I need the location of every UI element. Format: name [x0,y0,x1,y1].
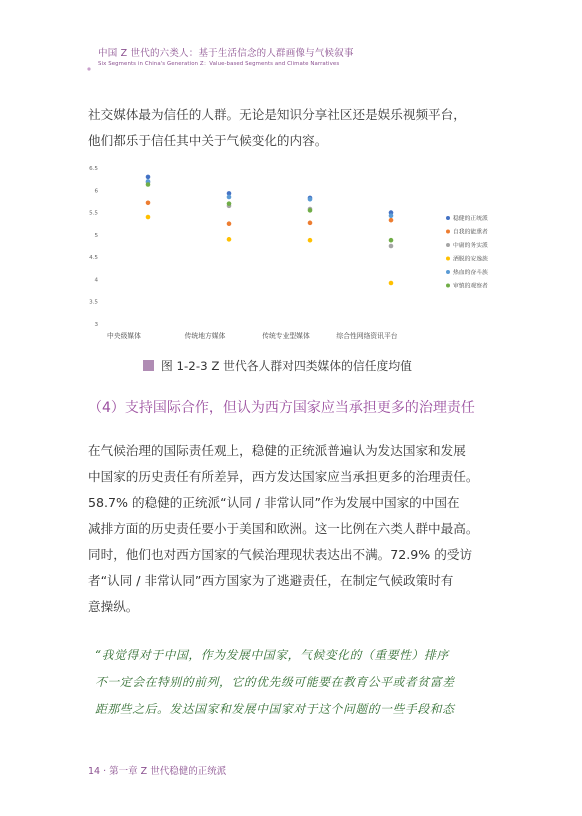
data-point [389,213,394,218]
y-tick-label: 3.5 [89,299,98,306]
body-line: 减排方面的历史责任要小于美国和欧洲。这一比例在六类人群中最高。 [88,521,479,536]
data-point [227,201,232,206]
data-point [227,237,232,242]
legend-marker [446,243,450,247]
data-point [389,244,394,249]
header-title-en: Six Segments in China's Generation Z：Value-based Segments and Climate Narratives [98,61,340,67]
page-footer: 14 · 第一章 Z 世代稳健的正统派 [88,766,227,777]
y-tick-label: 6 [94,188,98,195]
quote-line: 距那些之后。发达国家和发展中国家对于这个问题的一些手段和态 [95,702,455,716]
intro-line: 他们都乐于信任其中关于气候变化的内容。 [88,133,328,148]
x-category-label: 传统专业型媒体 [262,332,310,340]
legend-label: 洒脱的安逸族 [453,256,488,263]
header-title-cn: 中国 Z 世代的六类人：基于生活信念的人群画像与气候叙事 [98,48,354,59]
body-line: 中国家的历史责任有所差异，西方发达国家应当承担更多的治理责任。 [88,469,479,484]
data-point [227,221,232,226]
x-category-label: 中央级媒体 [107,332,141,340]
y-tick-label: 6.5 [89,166,98,172]
legend-label: 自我的能熏者 [453,229,488,236]
media-trust-chart [84,160,514,345]
legend-marker [446,230,450,234]
y-tick-label: 5 [94,232,98,239]
legend-label: 热血的奋斗族 [453,270,488,277]
data-point [146,215,151,220]
legend-label: 审慎的观察者 [453,283,488,290]
body-line: 意操纵。 [88,599,139,614]
body-line: 者“认同 / 非常认同”西方国家为了逃避责任，在制定气候政策时有 [88,573,454,588]
data-point [308,221,313,226]
page-header [68,42,528,74]
body-line: 58.7% 的稳健的正统派“认同 / 非常认同”作为发展中国家的中国在 [88,495,460,510]
y-tick-label: 5.5 [89,210,98,217]
data-point [227,195,232,200]
y-tick-label: 4.5 [89,255,98,262]
legend-marker [446,216,450,220]
data-point [389,281,394,286]
intro-line: 社交媒体最为信任的人群。无论是知识分享社区还是娱乐视频平台， [88,107,466,122]
data-point [389,238,394,243]
data-point [146,182,151,187]
data-point [389,218,394,223]
legend-marker [446,270,450,274]
figure-caption-text: 图 1-2-3 Z 世代各人群对四类媒体的信任度均值 [161,358,412,373]
x-category-label: 传统地方媒体 [184,332,226,340]
quote-line: “我觉得对于中国，作为发展中国家，气候变化的（重要性）排序 [95,648,449,662]
body-line: 在气候治理的国际责任观上，稳健的正统派普遍认为发达国家和发展 [88,443,466,458]
section-subheading: （4）支持国际合作，但认为西方国家应当承担更多的治理责任 [88,400,475,416]
legend-marker [446,257,450,261]
legend-label: 稳健的正统派 [453,216,488,223]
body-line: 同时，他们也对西方国家的气候治理现状表达出不满。72.9% 的受访 [88,547,473,562]
x-category-label: 综合性网络资讯平台 [336,332,398,340]
data-point [308,197,313,202]
legend-marker [446,284,450,288]
data-point [146,175,151,180]
legend-label: 中庸的务实派 [453,243,488,250]
quote-line: 不一定会在特别的前列，它的优先级可能要在教育公平或者贫富差 [95,675,455,689]
data-point [308,238,313,243]
y-tick-label: 3 [94,322,98,328]
y-tick-label: 4 [94,277,98,284]
data-point [308,208,313,213]
figure-caption [143,356,412,374]
crescent-logo-icon [68,42,94,74]
caption-marker-icon [143,360,154,371]
data-point [146,200,151,205]
